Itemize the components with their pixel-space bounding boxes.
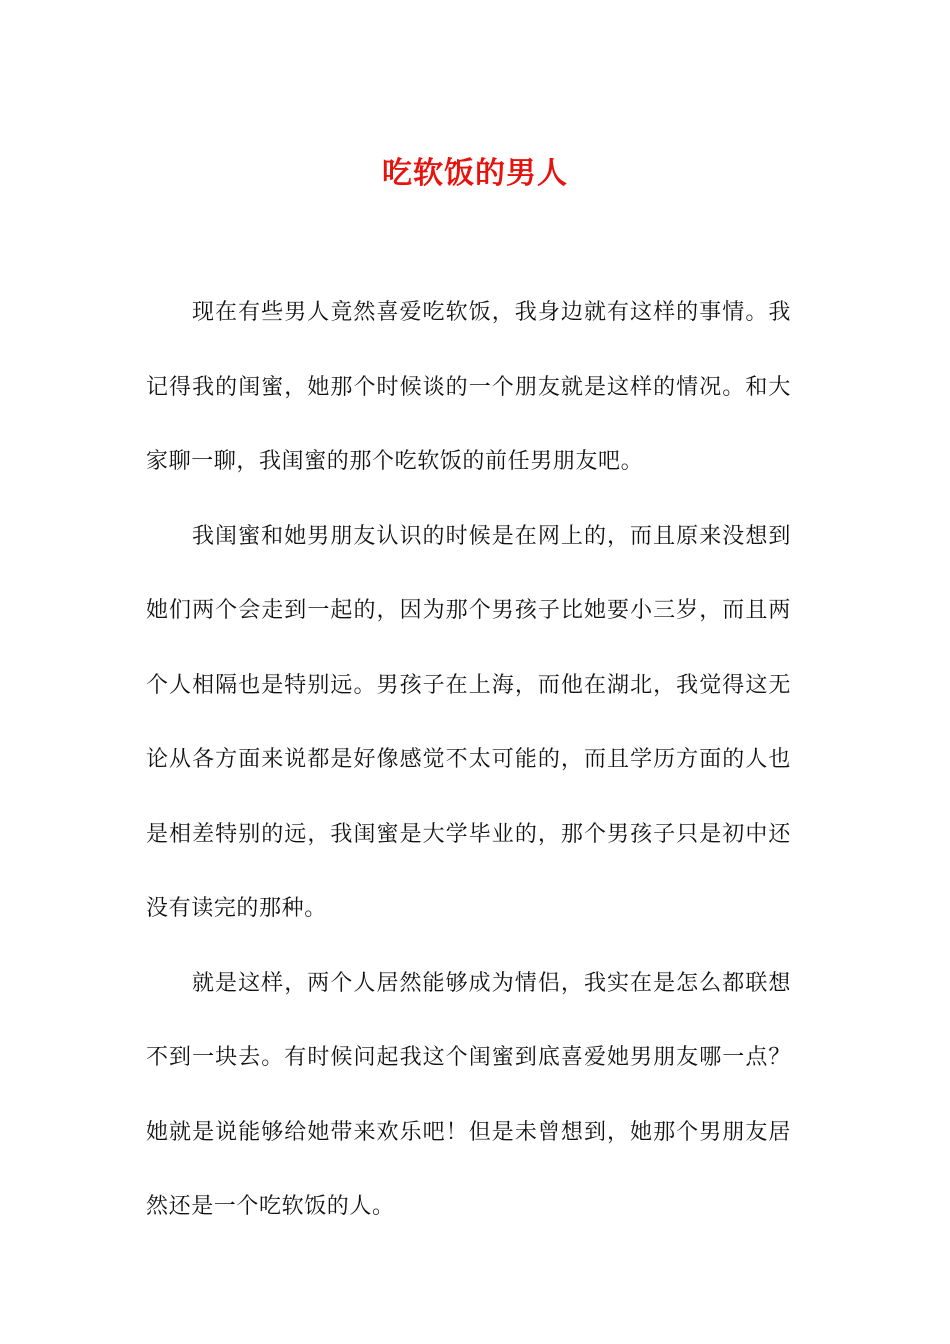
paragraph-3: 就是这样，两个人居然能够成为情侣，我实在是怎么都联想不到一块去。有时候问起我这个闺蜜到底喜爱她男朋友哪一点？她就是说能够给她带来欢乐吧！但是未曾想到，她那个男朋友居然还是一个吃软饭的人。 [146,970,791,1219]
paragraph-2: 我闺蜜和她男朋友认识的时候是在网上的，而且原来没想到她们两个会走到一起的，因为那个男孩子比她要小三岁，而且两个人相隔也是特别远。男孩子在上海，而他在湖北，我觉得这无论从各方面来说都是好像感觉不太可能的，而且学历方面的人也是相差特别的远，我闺蜜是大学毕业的，那个男孩子只是初中还没有读完的那种。 [146,523,791,921]
paragraph-1: 现在有些男人竟然喜爱吃软饭，我身边就有这样的事情。我记得我的闺蜜，她那个时候谈的一个朋友就是这样的情况。和大家聊一聊，我闺蜜的那个吃软饭的前任男朋友吧。 [146,300,791,474]
document-body [146,276,791,1245]
document-title: 吃软饭的男人 [382,156,568,191]
